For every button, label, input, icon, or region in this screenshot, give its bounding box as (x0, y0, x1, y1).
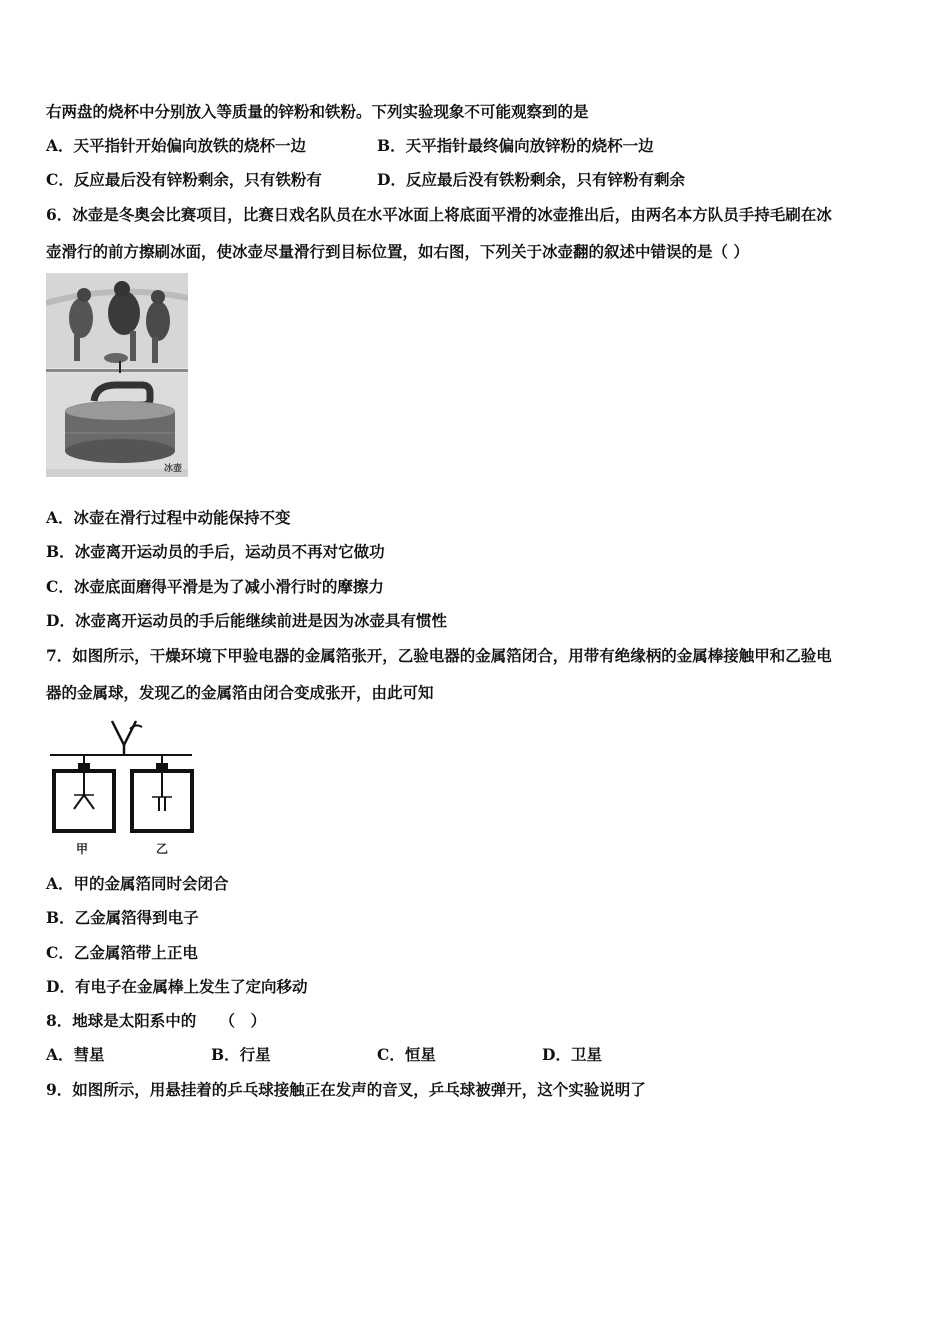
q8-option-c: C．恒星 (377, 1045, 436, 1064)
curling-photo (46, 273, 188, 477)
q6-option-b: B．冰壶离开运动员的手后，运动员不再对它做功 (46, 542, 385, 561)
q5-option-d: D．反应最后没有铁粉剩余，只有锌粉有剩余 (377, 170, 685, 189)
electroscope-diagram (46, 713, 196, 858)
q5-option-c: C．反应最后没有锌粉剩余，只有铁粉有 (46, 170, 322, 189)
q6-option-c: C．冰壶底面磨得平滑是为了减小滑行时的摩擦力 (46, 577, 384, 596)
q6-stem-line2: 壶滑行的前方擦刷冰面，使冰壶尽量滑行到目标位置，如右图，下列关于冰壶翻的叙述中错误的是（ ） (46, 242, 749, 261)
q5-option-b: B．天平指针最终偏向放锌粉的烧杯一边 (377, 136, 654, 155)
q7-option-c: C．乙金属箔带上正电 (46, 943, 198, 962)
label-jia: 甲 (76, 842, 89, 856)
q7-stem-line1: 7．如图所示，干燥环境下甲验电器的金属箔张开，乙验电器的金属箔闭合，用带有绝缘柄的金属棒接触甲和乙验电 (46, 646, 832, 665)
curling-caption: 冰壶 (164, 464, 183, 474)
q8-option-d: D．卫星 (542, 1045, 602, 1064)
q8-option-a: A．彗星 (46, 1045, 105, 1064)
q6-option-a: A．冰壶在滑行过程中动能保持不变 (46, 508, 291, 527)
q7-option-a: A．甲的金属箔同时会闭合 (46, 874, 229, 893)
label-yi: 乙 (156, 842, 169, 856)
q8-stem: 8．地球是太阳系中的 （ ） (46, 1011, 267, 1030)
q7-option-b: B．乙金属箔得到电子 (46, 908, 199, 927)
q8-option-b: B．行星 (211, 1045, 271, 1064)
q7-option-d: D．有电子在金属棒上发生了定向移动 (46, 977, 308, 996)
q5-stem-continuation: 右两盘的烧杯中分别放入等质量的锌粉和铁粉。下列实验现象不可能观察到的是 (46, 102, 589, 121)
q6-stem-line1: 6．冰壶是冬奥会比赛项目，比赛日戏名队员在水平冰面上将底面平滑的冰壶推出后，由两名本方队员手持毛刷在冰 (46, 205, 832, 224)
q6-option-d: D．冰壶离开运动员的手后能继续前进是因为冰壶具有惯性 (46, 611, 447, 630)
q9-stem: 9．如图所示，用悬挂着的乒乓球接触正在发声的音叉，乒乓球被弹开，这个实验说明了 (46, 1080, 646, 1099)
insulating-handle (112, 721, 136, 745)
q7-stem-line2: 器的金属球，发现乙的金属箔由闭合变成张开，由此可知 (46, 683, 434, 702)
q5-option-a: A．天平指针开始偏向放铁的烧杯一边 (46, 136, 307, 155)
